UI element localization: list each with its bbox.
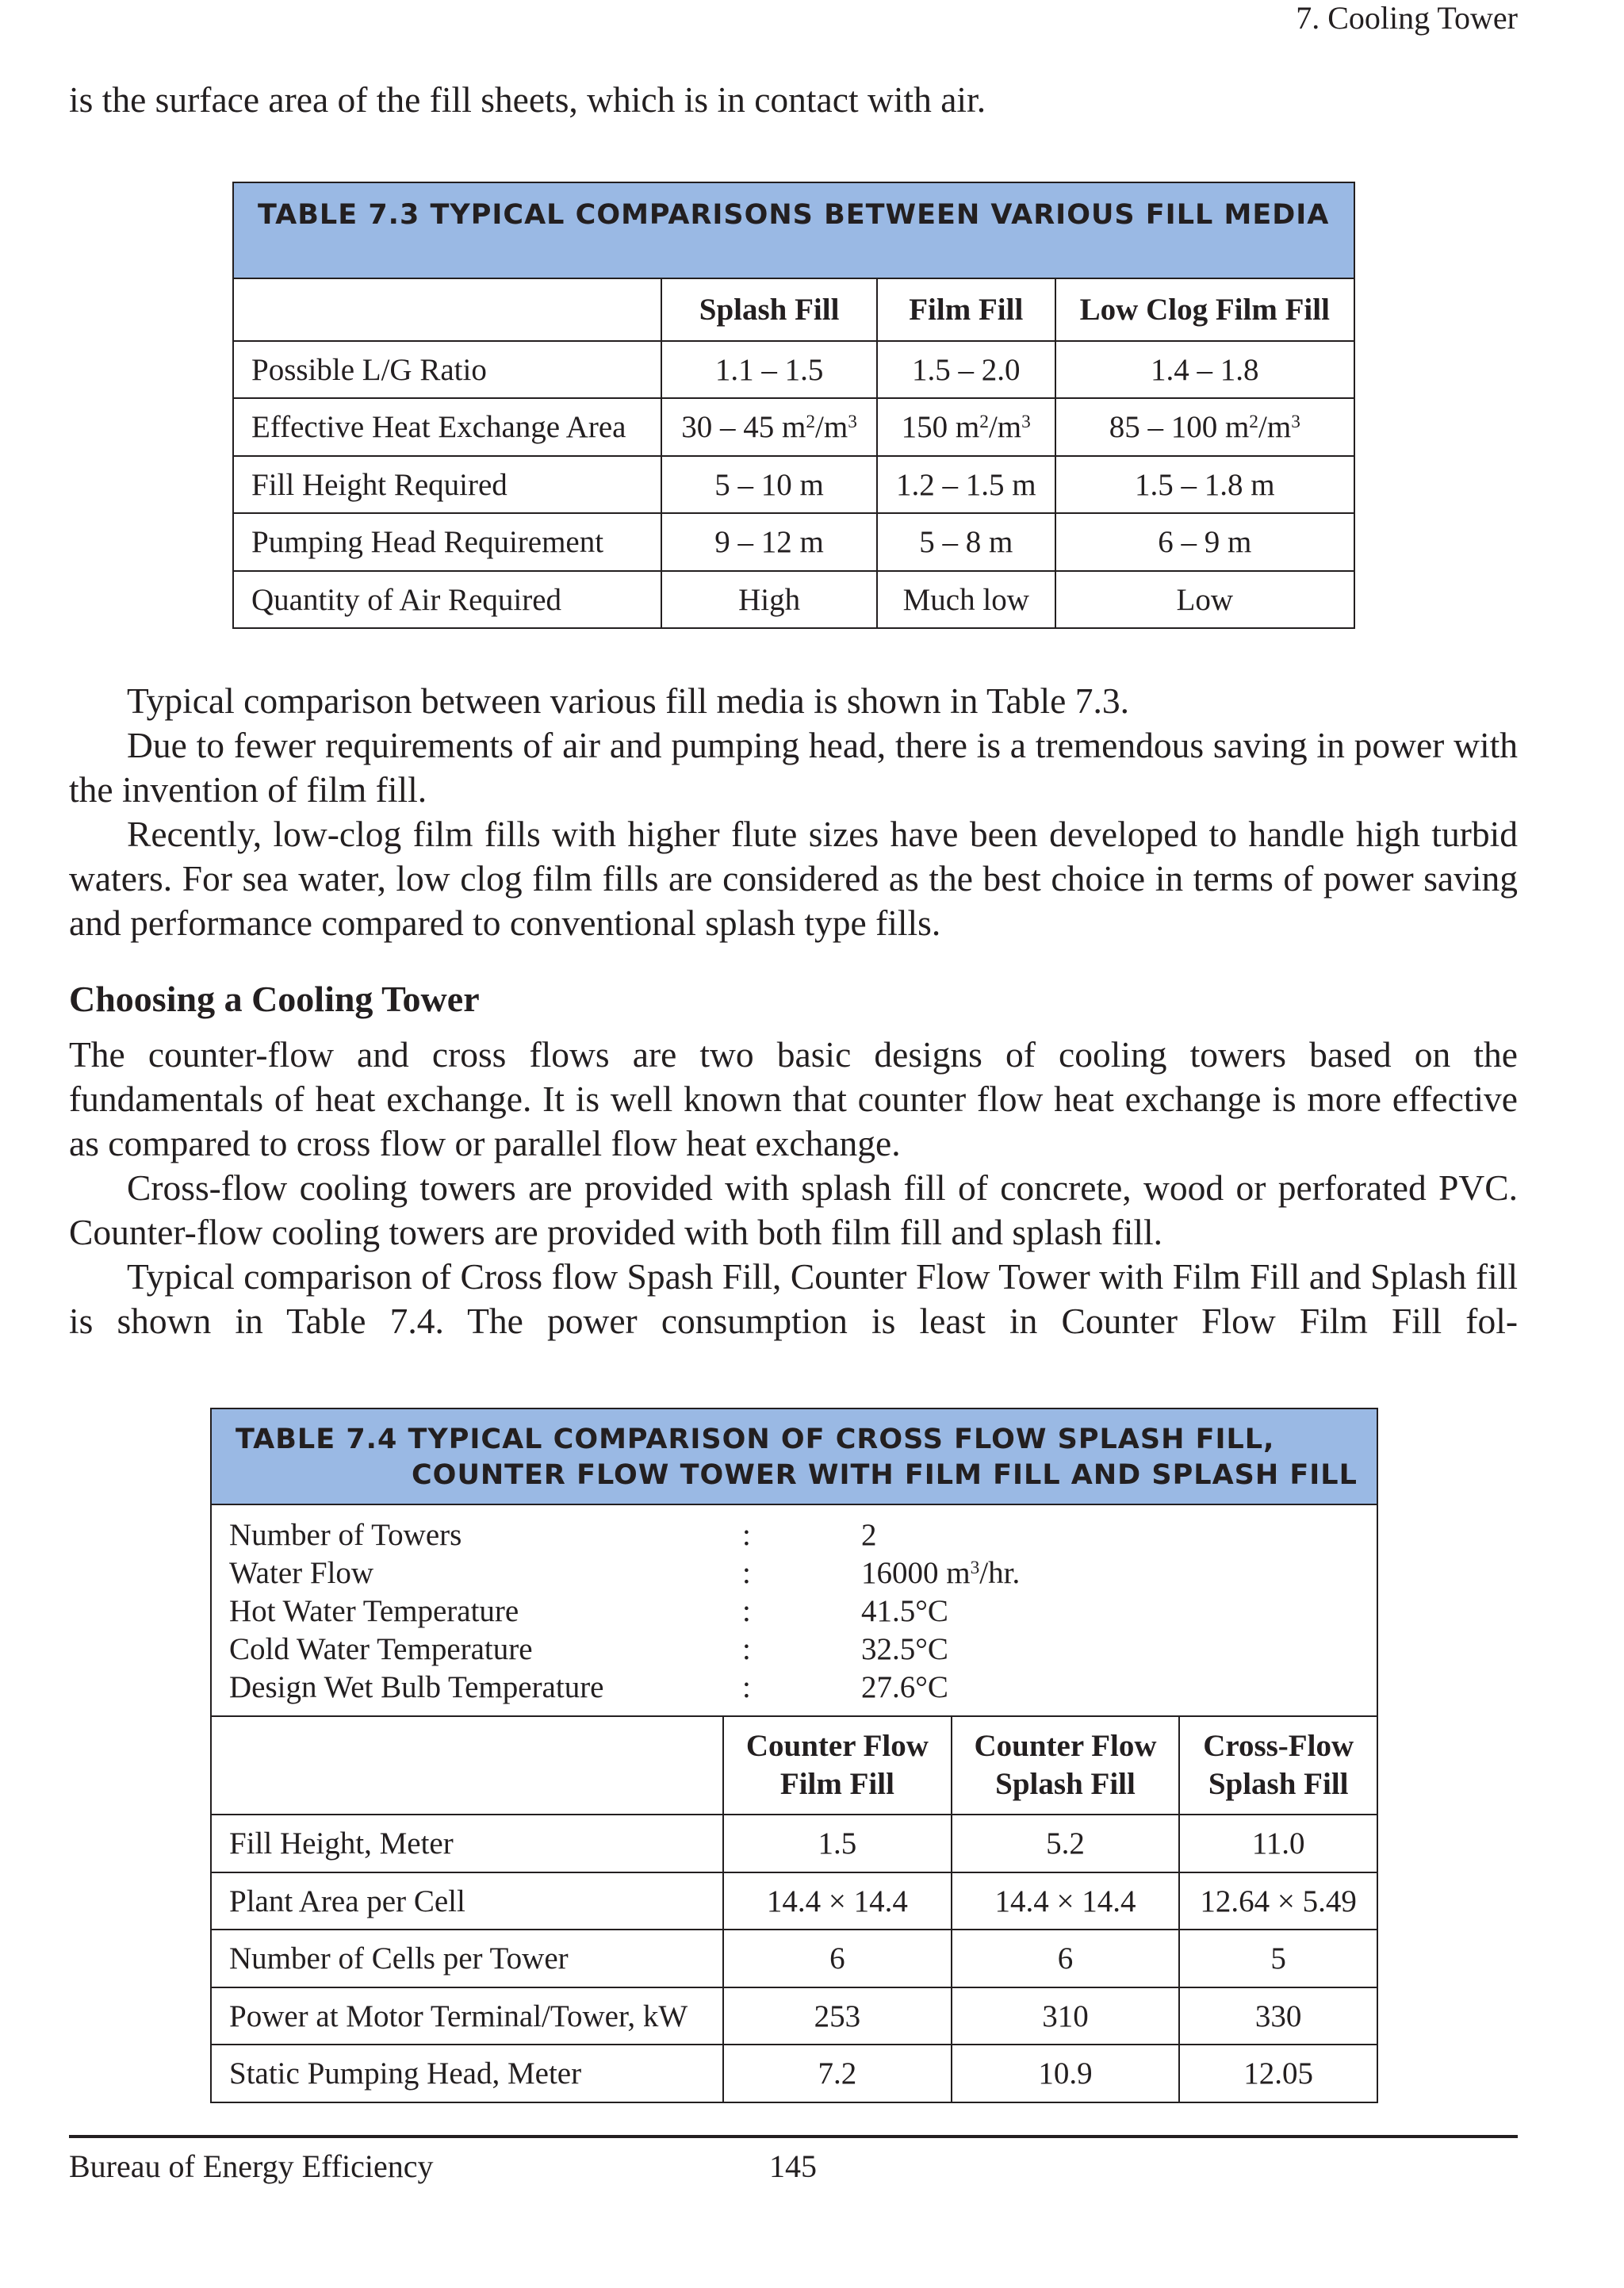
footer-publisher: Bureau of Energy Efficiency	[69, 2148, 434, 2184]
table-cell: Low	[1055, 571, 1354, 628]
spec-row	[212, 1554, 1377, 1592]
table-row	[233, 398, 1354, 456]
paragraph-text: Typical comparison of Cross flow Spash Fill, Counter Flow Tower with Film Fill and Splash fill is shown in Table 7.4. The power consumption is least in Counter Flow Film Fill fol-	[69, 1256, 1518, 1341]
table-header-cell	[233, 278, 661, 341]
spec-row	[212, 1669, 1377, 1707]
table-header-cell	[952, 1716, 1180, 1815]
table-cell: 5.2	[952, 1815, 1180, 1872]
table-cell: Possible L/G Ratio	[233, 341, 661, 398]
table-cell: Fill Height Required	[233, 456, 661, 513]
superscript: 3	[848, 412, 857, 433]
table-cell: Pumping Head Requirement	[233, 513, 661, 571]
table-header-cell	[211, 1716, 723, 1815]
table-cell: High	[661, 571, 877, 628]
table-header-line: Cross-Flow	[1203, 1729, 1354, 1763]
spec-separator: :	[742, 1518, 751, 1552]
table-cell: Much low	[877, 571, 1055, 628]
table-cell: 1.4 – 1.8	[1055, 341, 1354, 398]
spec-separator: :	[742, 1670, 751, 1704]
table-cell: 6 – 9 m	[1055, 513, 1354, 571]
intro-line: is the surface area of the fill sheets, which is in contact with air.	[69, 79, 986, 120]
table-header-cell: Splash Fill	[661, 278, 877, 341]
table-cell: 7.2	[723, 2045, 952, 2102]
table-cell: 10.9	[952, 2045, 1180, 2102]
running-head: 7. Cooling Tower	[1296, 0, 1518, 36]
table-cell: 9 – 12 m	[661, 513, 877, 571]
table-cell: Plant Area per Cell	[211, 1872, 723, 1930]
table-cell: Number of Cells per Tower	[211, 1930, 723, 1987]
table-row	[233, 456, 1354, 513]
superscript: 3	[970, 1558, 980, 1579]
spec-label: Number of Towers	[229, 1518, 462, 1552]
table-row	[211, 1815, 1377, 1872]
spec-value: 2	[861, 1518, 877, 1552]
paragraph	[69, 812, 1518, 945]
paragraph	[69, 1033, 1518, 1166]
table-7-3-caption	[233, 182, 1354, 278]
superscript: 2	[806, 412, 816, 433]
table-7-4-caption-line-2: COUNTER FLOW TOWER WITH FILM FILL AND SPLASH FILL	[412, 1459, 1358, 1491]
paragraph: Typical comparison between various fill media is shown in Table 7.3.	[127, 680, 1129, 721]
table-row	[233, 341, 1354, 398]
table-cell: 14.4 × 14.4	[723, 1872, 952, 1930]
table-cell: 30 – 45 $m^2/m^3$	[661, 398, 877, 456]
paragraph	[69, 723, 1518, 812]
table-7-4	[210, 1408, 1378, 2103]
table-cell: Static Pumping Head, Meter	[211, 2045, 723, 2102]
table-cell: Power at Motor Terminal/Tower, kW	[211, 1987, 723, 2045]
spec-separator: :	[742, 1594, 751, 1628]
paragraph-text: Recently, low-clog film fills with higher flute sizes have been developed to handle high turbid waters. For sea water, low clog film fills are considered as the best choice in terms of power saving and performance compared to conventional splash type fills.	[69, 814, 1518, 943]
table-header-cell	[1179, 1716, 1377, 1815]
table-7-3-header-row	[233, 278, 1354, 341]
spec-value: 16000 $m^3/hr$.	[861, 1556, 1021, 1590]
table-7-4-caption	[211, 1408, 1377, 1504]
superscript: 3	[1291, 412, 1300, 433]
table-row	[233, 513, 1354, 571]
table-cell: 5 – 8 m	[877, 513, 1055, 571]
spec-value: 41.5°C	[861, 1594, 948, 1628]
table-cell: 12.05	[1179, 2045, 1377, 2102]
section-title: Choosing a Cooling Tower	[69, 979, 480, 1019]
superscript: 2	[979, 412, 989, 433]
spec-separator: :	[742, 1556, 751, 1590]
table-cell: 253	[723, 1987, 952, 2045]
paragraph-text: The counter-flow and cross flows are two basic designs of cooling towers based on the fundamentals of heat exchange. It is well known that counter flow heat exchange is more effective as compared to cross flow or parallel flow heat exchange.	[69, 1034, 1518, 1163]
spec-row	[212, 1516, 1377, 1554]
table-7-4-specs	[211, 1504, 1377, 1716]
paragraph	[69, 1255, 1518, 1343]
table-header-line: Splash Fill	[995, 1767, 1136, 1801]
table-cell: 5 – 10 m	[661, 456, 877, 513]
table-cell: Fill Height, Meter	[211, 1815, 723, 1872]
table-cell: 1.5 – 2.0	[877, 341, 1055, 398]
paragraph	[69, 1166, 1518, 1255]
footer-rule	[69, 2135, 1518, 2138]
table-cell: 11.0	[1179, 1815, 1377, 1872]
table-cell: 85 – 100 $m^2/m^3$	[1055, 398, 1354, 456]
table-7-4-header-row	[211, 1716, 1377, 1815]
spec-row	[212, 1592, 1377, 1631]
table-header-line: Counter Flow	[745, 1729, 929, 1763]
table-cell: 1.1 – 1.5	[661, 341, 877, 398]
spec-separator: :	[742, 1632, 751, 1666]
table-cell: 310	[952, 1987, 1180, 2045]
spec-label: Water Flow	[229, 1556, 374, 1590]
table-header-cell: Low Clog Film Fill	[1055, 278, 1354, 341]
table-cell: 150 $m^2/m^3$	[877, 398, 1055, 456]
table-header-cell	[723, 1716, 952, 1815]
table-header-line: Splash Fill	[1208, 1767, 1349, 1801]
table-header-line: Counter Flow	[974, 1729, 1157, 1763]
table-cell: 12.64 × 5.49	[1179, 1872, 1377, 1930]
superscript: 3	[1021, 412, 1031, 433]
table-7-3-caption-text: TABLE 7.3 TYPICAL COMPARISONS BETWEEN VARIOUS FILL MEDIA	[258, 199, 1330, 231]
table-row	[211, 2045, 1377, 2102]
paragraph-text: Due to fewer requirements of air and pumping head, there is a tremendous saving in power with the invention of film fill.	[69, 725, 1518, 810]
superscript: 2	[1249, 412, 1258, 433]
table-cell: Effective Heat Exchange Area	[233, 398, 661, 456]
table-cell: 14.4 × 14.4	[952, 1872, 1180, 1930]
table-7-4-caption-line-1: TABLE 7.4 TYPICAL COMPARISON OF CROSS FLOW SPLASH FILL,	[236, 1424, 1275, 1455]
page-number: 145	[769, 2148, 817, 2184]
table-row	[211, 1987, 1377, 2045]
table-cell: 6	[723, 1930, 952, 1987]
paragraph-text: Cross-flow cooling towers are provided with splash fill of concrete, wood or perforated PVC. Counter-flow cooling towers are provided with both film fill and splash fill.	[69, 1167, 1518, 1252]
spec-value: 27.6°C	[861, 1670, 948, 1704]
table-row	[211, 1930, 1377, 1987]
table-cell: 1.5	[723, 1815, 952, 1872]
table-header-cell: Film Fill	[877, 278, 1055, 341]
spec-value: 32.5°C	[861, 1632, 948, 1666]
table-7-3	[232, 182, 1355, 629]
table-cell: 1.5 – 1.8 m	[1055, 456, 1354, 513]
table-cell: 330	[1179, 1987, 1377, 2045]
spec-row	[212, 1631, 1377, 1669]
table-row	[211, 1872, 1377, 1930]
spec-label: Design Wet Bulb Temperature	[229, 1670, 604, 1704]
spec-label: Hot Water Temperature	[229, 1594, 519, 1628]
table-cell: 5	[1179, 1930, 1377, 1987]
table-cell: 6	[952, 1930, 1180, 1987]
spec-label: Cold Water Temperature	[229, 1632, 533, 1666]
table-cell: Quantity of Air Required	[233, 571, 661, 628]
table-header-line: Film Fill	[779, 1767, 894, 1801]
table-row	[233, 571, 1354, 628]
table-cell: 1.2 – 1.5 m	[877, 456, 1055, 513]
